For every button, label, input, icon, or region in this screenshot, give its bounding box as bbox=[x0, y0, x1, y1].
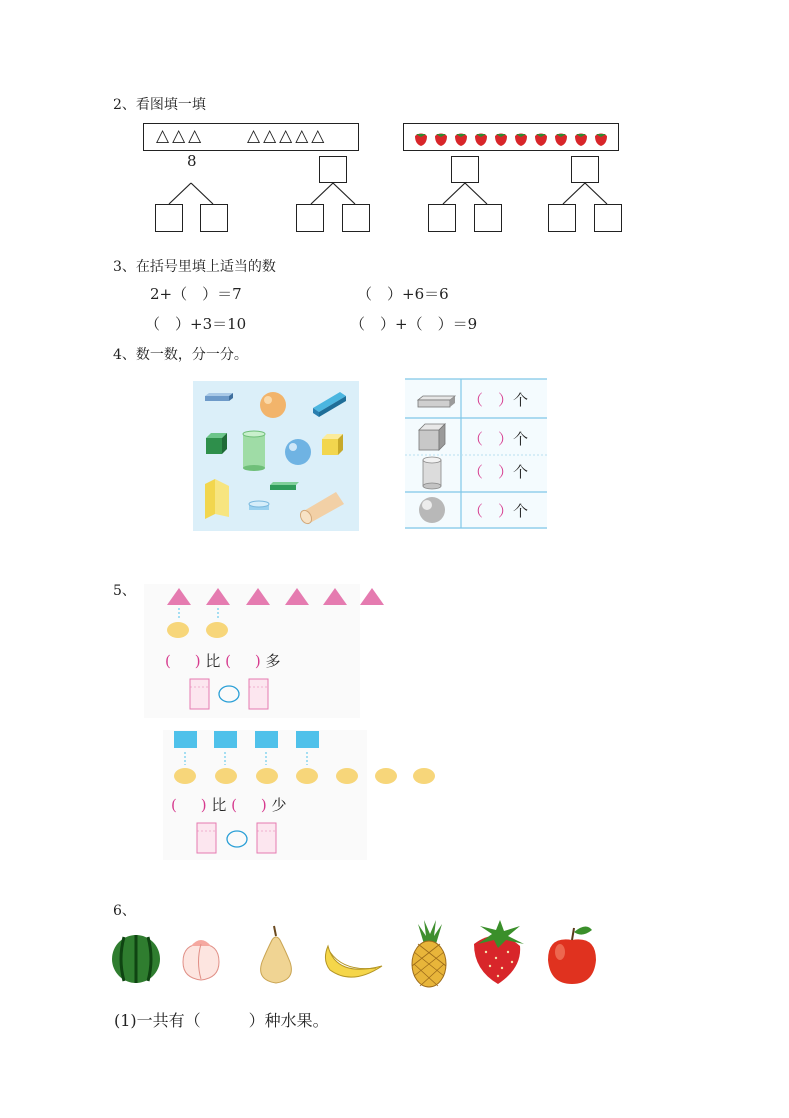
q6-title: 6、 bbox=[113, 903, 136, 919]
count-row-cuboid[interactable]: （ ）个 bbox=[468, 391, 529, 409]
peach-icon bbox=[183, 940, 219, 980]
count-row-sphere[interactable]: （ ）个 bbox=[468, 502, 529, 520]
triangles-left: △△△ bbox=[156, 126, 205, 146]
q4-title: 4、数一数，分一分。 bbox=[113, 347, 248, 363]
q6-sub1[interactable]: (1)一共有（ ）种水果。 bbox=[114, 1011, 329, 1030]
q3-title: 3、在括号里填上适当的数 bbox=[113, 259, 276, 275]
q5-title: 5、 bbox=[113, 583, 136, 599]
compare-sentence-2[interactable]: ( ) 比 ( ) 少 bbox=[171, 796, 287, 814]
q2-title: 2、看图填一填 bbox=[113, 97, 206, 113]
equation-4[interactable]: （ ）+（ ）＝9 bbox=[350, 315, 478, 333]
count-row-cube[interactable]: （ ）个 bbox=[468, 430, 529, 448]
watermelon-icon bbox=[112, 935, 160, 983]
triangles-right: △△△△△ bbox=[247, 126, 328, 146]
equation-2[interactable]: （ ）+6＝6 bbox=[357, 285, 449, 303]
pineapple-icon bbox=[412, 920, 446, 987]
count-row-cylinder[interactable]: （ ）个 bbox=[468, 463, 529, 481]
equation-1[interactable]: 2+（ ）＝7 bbox=[150, 285, 242, 303]
strawberry-icon bbox=[474, 920, 524, 984]
equation-3[interactable]: （ ）+3＝10 bbox=[145, 315, 247, 333]
total-label: 8 bbox=[187, 152, 197, 170]
compare-sentence-1[interactable]: ( ) 比 ( ) 多 bbox=[165, 652, 281, 670]
pear-icon bbox=[261, 926, 292, 983]
apple-icon bbox=[548, 926, 596, 984]
banana-icon bbox=[325, 946, 382, 977]
